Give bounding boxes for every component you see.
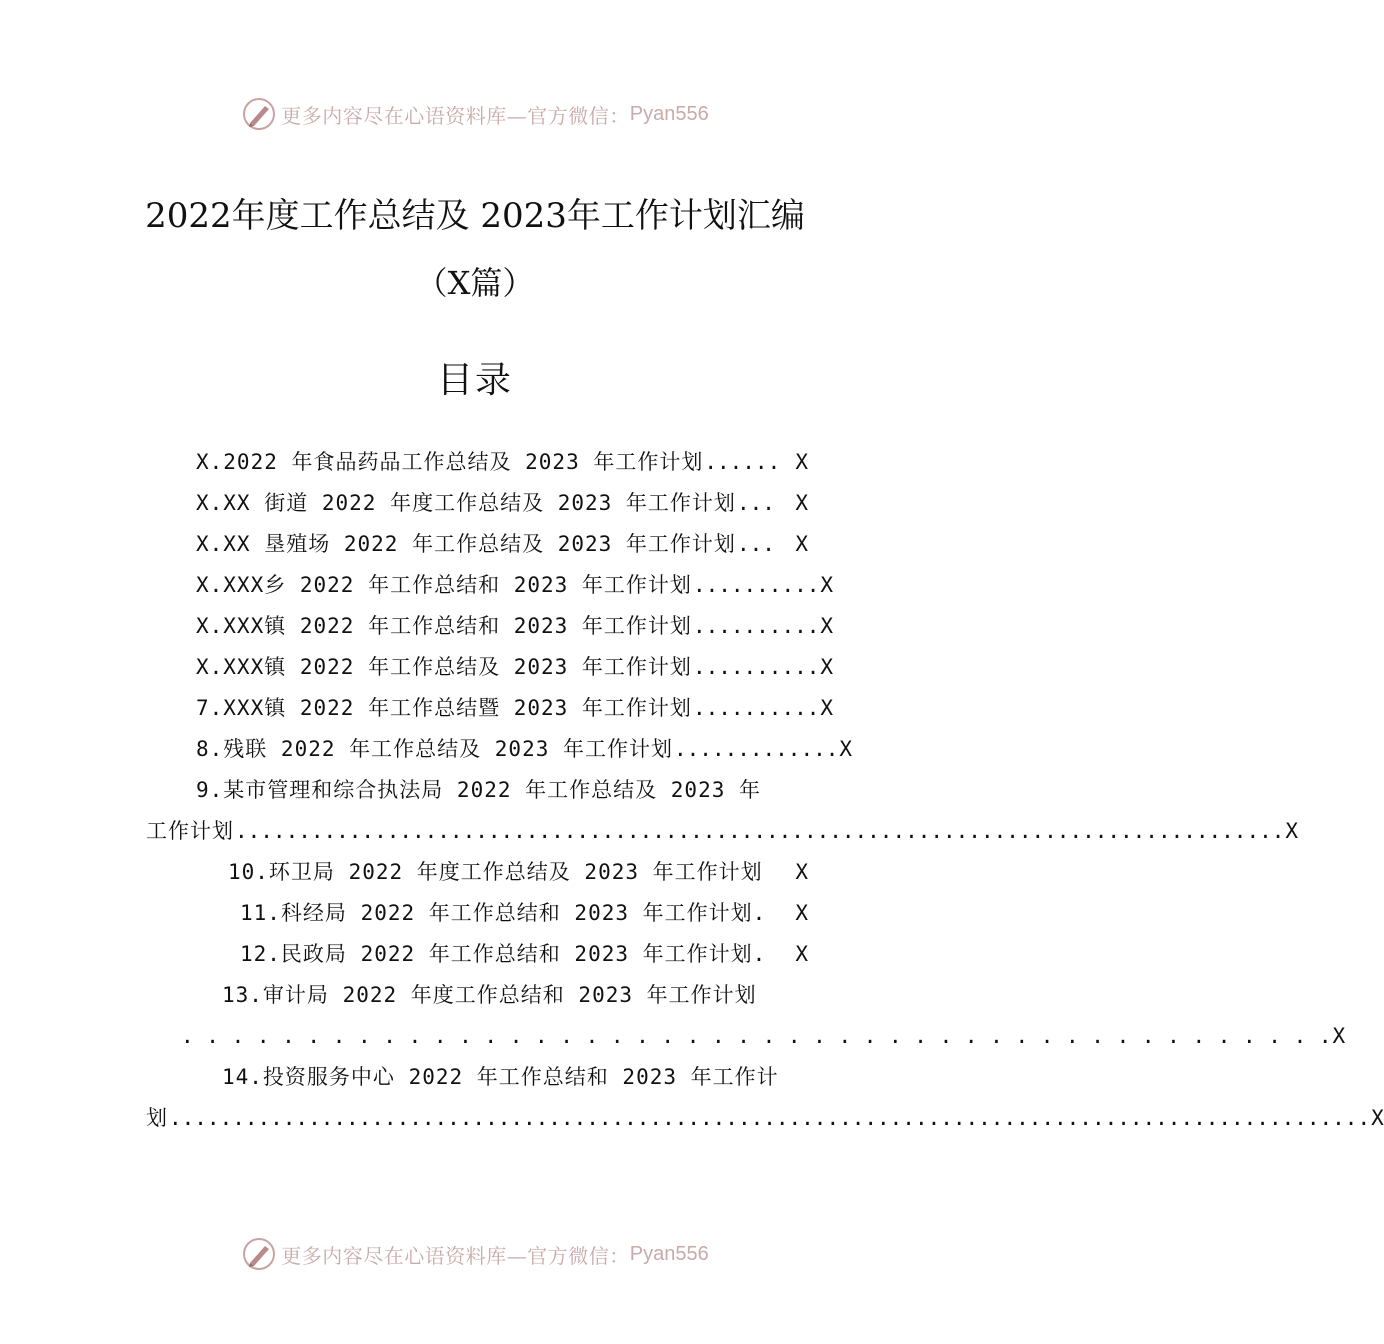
toc-entry[interactable]: [196, 773, 808, 807]
toc-leader: ..........: [692, 573, 820, 597]
toc-entry[interactable]: [196, 609, 834, 643]
toc-entry[interactable]: [196, 691, 834, 725]
toc-entry-title: 7.XXX镇 2022 年工作总结暨 2023 年工作计划: [196, 696, 692, 720]
toc-entry[interactable]: [196, 445, 808, 479]
toc-page-number: X: [1332, 1024, 1346, 1048]
watermark-header: [0, 96, 950, 132]
toc-entry-continued[interactable]: [180, 1019, 1346, 1053]
toc-page-number: X: [795, 901, 808, 925]
watermark-account: Pyan556: [629, 1242, 709, 1265]
toc-page-number: X: [1371, 1106, 1384, 1130]
toc-heading: 目录: [436, 360, 513, 401]
toc-entry-continued[interactable]: [146, 814, 1299, 848]
toc-entry[interactable]: [222, 978, 808, 1012]
watermark-account: Pyan556: [629, 102, 709, 125]
toc-page-number: X: [795, 860, 808, 884]
toc-page-number: X: [820, 655, 834, 679]
toc-page-number: X: [820, 696, 834, 720]
toc-entry-title: 11.科经局 2022 年工作总结和 2023 年工作计划.: [240, 901, 767, 925]
toc-entry[interactable]: [222, 1060, 808, 1094]
toc-leader: ..........: [692, 696, 820, 720]
toc-entry[interactable]: [240, 937, 808, 971]
toc-entry-title: 9.某市管理和综合执法局 2022 年工作总结及 2023 年: [196, 778, 762, 802]
toc-entry-title: X.XX 街道 2022 年度工作总结及 2023 年工作计划: [196, 491, 736, 515]
toc-page-number: X: [795, 491, 808, 515]
toc-entry[interactable]: [196, 732, 853, 766]
toc-entry[interactable]: [196, 568, 834, 602]
toc-entry-title: X.XXX乡 2022 年工作总结和 2023 年工作计划: [196, 573, 692, 597]
toc-leader: .............: [674, 737, 839, 761]
toc-entry-title: 划: [146, 1106, 168, 1130]
toc-leader: ...: [736, 532, 775, 556]
toc-entry[interactable]: [196, 650, 834, 684]
watermark-footer: [0, 1236, 950, 1272]
toc-entry-title: X.2022 年食品药品工作总结及 2023 年工作计划: [196, 450, 704, 474]
toc-leader: ......: [704, 450, 781, 474]
toc-page-number: X: [795, 532, 808, 556]
toc-entry-title: X.XXX镇 2022 年工作总结及 2023 年工作计划: [196, 655, 692, 679]
toc-leader: ..........: [692, 655, 820, 679]
toc-leader: . . . . . . . . . . . . . . . . . . . . . . . . . . . . . . . . . . . . . . . . . . . . . .: [181, 1024, 1332, 1048]
toc-leader: ...: [736, 491, 775, 515]
pen-logo-icon: [241, 1236, 277, 1272]
toc-entry-title: 工作计划: [146, 819, 234, 843]
document-title: 2022年度工作总结及 2023年工作计划汇编: [145, 196, 805, 236]
pen-logo-icon: [241, 96, 277, 132]
toc-entry-title: 13.审计局 2022 年度工作总结和 2023 年工作计划: [222, 983, 757, 1007]
watermark-text: 更多内容尽在心语资料库—官方微信：: [281, 103, 630, 128]
toc-page-number: X: [795, 942, 808, 966]
toc-entry-title: 14.投资服务中心 2022 年工作总结和 2023 年工作计: [222, 1065, 779, 1089]
toc-entry-title: X.XX 垦殖场 2022 年工作总结及 2023 年工作计划: [196, 532, 736, 556]
toc-entry-title: 8.残联 2022 年工作总结及 2023 年工作计划: [196, 737, 674, 761]
toc-page-number: X: [820, 573, 834, 597]
toc-entry-title: 10.环卫局 2022 年度工作总结及 2023 年工作计划: [228, 860, 763, 884]
toc-entry-title: X.XXX镇 2022 年工作总结和 2023 年工作计划: [196, 614, 692, 638]
toc-leader: ...............................................................................................: [169, 1106, 1371, 1130]
toc-entry[interactable]: [228, 855, 808, 889]
toc-leader: ...................................................................................: [235, 819, 1285, 843]
toc-entry[interactable]: [196, 486, 808, 520]
toc-leader: ..........: [692, 614, 820, 638]
document-subtitle: （X篇）: [415, 264, 535, 302]
toc-page-number: X: [820, 614, 834, 638]
toc-entry-title: 12.民政局 2022 年工作总结和 2023 年工作计划.: [240, 942, 767, 966]
toc-entry[interactable]: [196, 527, 808, 561]
toc-page-number: X: [839, 737, 853, 761]
watermark-text: 更多内容尽在心语资料库—官方微信：: [281, 1243, 630, 1268]
toc-page-number: X: [795, 450, 808, 474]
toc-page-number: X: [1285, 819, 1299, 843]
toc-entry[interactable]: [240, 896, 808, 930]
toc-entry-continued[interactable]: [146, 1101, 1384, 1135]
